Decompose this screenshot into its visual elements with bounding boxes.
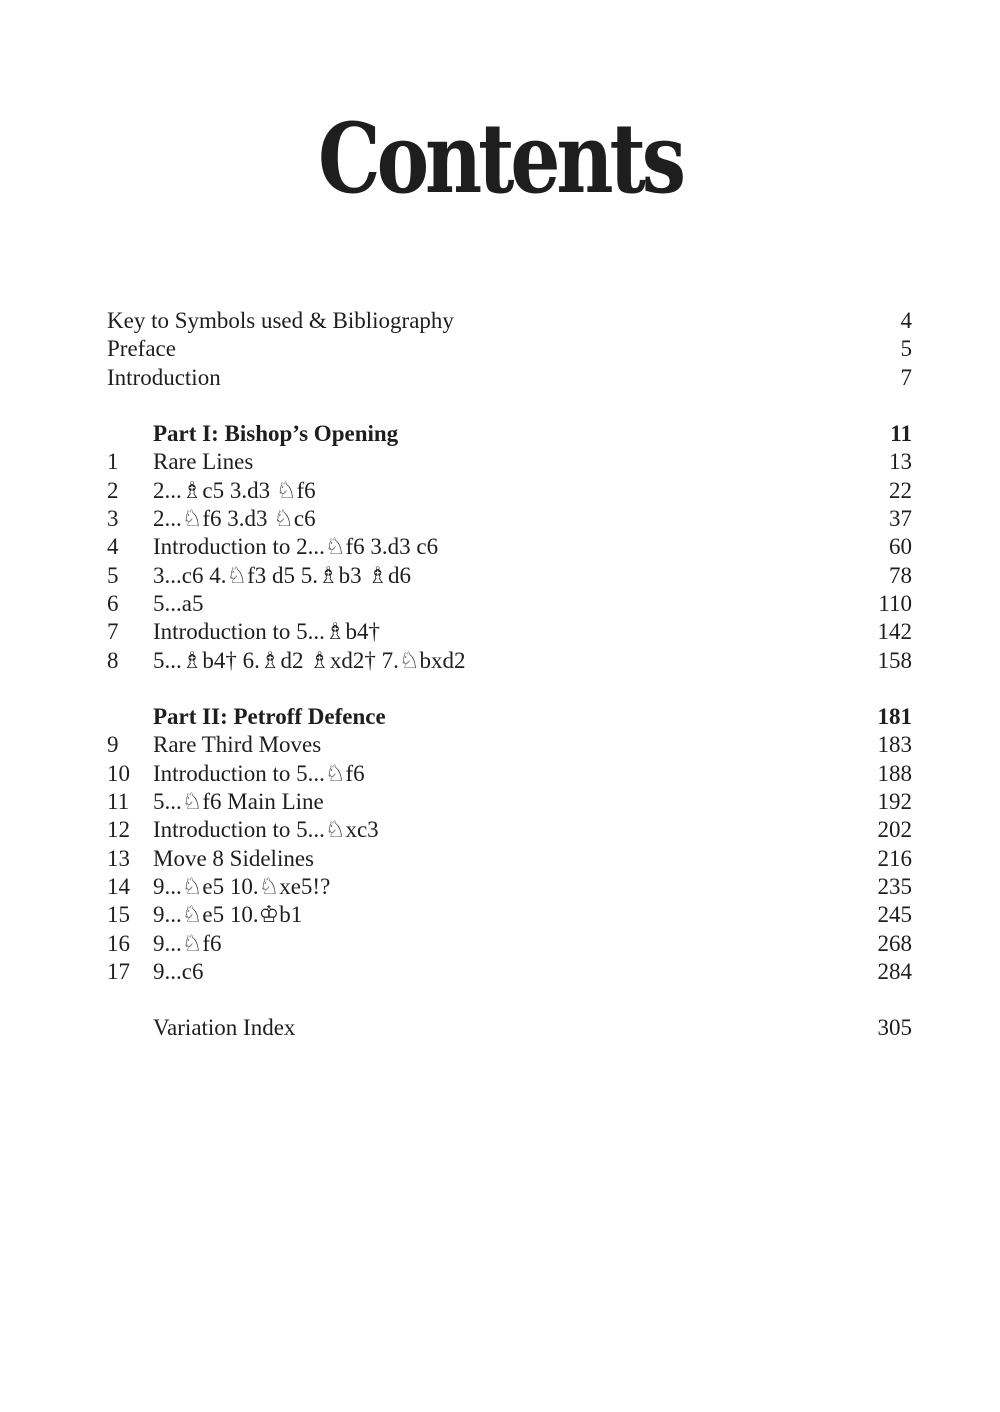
chapter-number: 11: [107, 789, 130, 815]
entry-title: Rare Lines: [153, 449, 254, 475]
page-number: 37: [889, 506, 912, 532]
entry-title: Rare Third Moves: [153, 732, 322, 758]
toc-entry: [107, 307, 912, 335]
section-gap: [107, 392, 912, 420]
part-one-chapters: [107, 448, 912, 674]
page-number: 22: [889, 477, 912, 503]
page-number: 158: [877, 647, 912, 673]
entry-title: Introduction to 5...♘xc3: [153, 817, 379, 843]
chapter-number: 1: [107, 449, 119, 475]
part-title: Part I: Bishop’s Opening: [153, 421, 399, 447]
entry-title: 9...♘f6: [153, 930, 222, 956]
part-title: Part II: Petroff Defence: [153, 704, 386, 730]
page-number: 110: [878, 590, 912, 616]
chapter-number: 9: [107, 732, 119, 758]
chapter-entry: [107, 448, 912, 476]
page-number: 268: [877, 930, 912, 956]
chapter-number: 3: [107, 506, 119, 532]
page-number: 78: [889, 562, 912, 588]
page-number: 216: [877, 845, 912, 871]
part-page-number: 11: [890, 421, 912, 447]
section-gap: [107, 675, 912, 703]
entry-title: 5...♘f6 Main Line: [153, 789, 324, 815]
entry-title: Move 8 Sidelines: [153, 845, 314, 871]
toc-entry: [107, 335, 912, 363]
entry-title: Preface: [107, 336, 176, 362]
chapter-entry: [107, 533, 912, 561]
page-number: 202: [877, 817, 912, 843]
chapter-number: 15: [107, 902, 130, 928]
page-number: 245: [877, 902, 912, 928]
entry-title: Introduction: [107, 364, 221, 390]
page-number: 142: [877, 619, 912, 645]
entry-title: 9...♘e5 10.♔b1: [153, 902, 303, 928]
chapter-number: 10: [107, 760, 130, 786]
part-heading: [107, 703, 912, 731]
chapter-entry: [107, 505, 912, 533]
entry-title: Introduction to 2...♘f6 3.d3 c6: [153, 534, 439, 560]
chapter-entry: [107, 930, 912, 958]
entry-title: Key to Symbols used & Bibliography: [107, 308, 454, 333]
entry-title: Introduction to 5...♗b4†: [153, 619, 380, 645]
page-number: 5: [900, 336, 912, 362]
entry-title: Variation Index: [153, 1015, 296, 1041]
front-matter: [107, 307, 912, 392]
entry-title: 2...♘f6 3.d3 ♘c6: [153, 506, 316, 532]
chapter-entry: [107, 731, 912, 759]
chapter-number: 16: [107, 930, 130, 956]
chapter-number: 4: [107, 534, 119, 560]
chapter-entry: [107, 816, 912, 844]
back-matter: [107, 1014, 912, 1042]
toc-entry: [107, 1014, 912, 1042]
chapter-entry: [107, 562, 912, 590]
part-page-number: 181: [877, 704, 912, 730]
page-number: 13: [889, 449, 912, 475]
chapter-entry: [107, 901, 912, 929]
chapter-number: 13: [107, 845, 130, 871]
chapter-entry: [107, 477, 912, 505]
chapter-entry: [107, 647, 912, 675]
chapter-entry: [107, 845, 912, 873]
entry-title: 9...c6: [153, 958, 204, 984]
page-number: 60: [889, 534, 912, 560]
entry-title: Introduction to 5...♘f6: [153, 760, 365, 786]
page-number: 284: [877, 958, 912, 984]
chapter-entry: [107, 873, 912, 901]
page-number: 192: [877, 789, 912, 815]
chapter-entry: [107, 958, 912, 986]
chapter-number: 14: [107, 873, 130, 899]
entry-title: 9...♘e5 10.♘xe5!?: [153, 873, 331, 899]
chapter-number: 12: [107, 817, 130, 843]
entry-title: 5...a5: [153, 590, 204, 616]
chapter-entry: [107, 760, 912, 788]
entry-title: 3...c6 4.♘f3 d5 5.♗b3 ♗d6: [153, 562, 411, 588]
entry-title: 2...♗c5 3.d3 ♘f6: [153, 477, 316, 503]
chapter-number: 5: [107, 562, 119, 588]
part-heading: [107, 420, 912, 448]
entry-title: 5...♗b4† 6.♗d2 ♗xd2† 7.♘bxd2: [153, 647, 466, 673]
chapter-entry: [107, 788, 912, 816]
chapter-number: 17: [107, 958, 130, 984]
toc-entry: [107, 364, 912, 392]
page-number: 4: [900, 308, 912, 333]
page-number: 188: [877, 760, 912, 786]
chapter-number: 8: [107, 647, 119, 673]
chapter-number: 7: [107, 619, 119, 645]
table-of-contents: [107, 307, 912, 1043]
page-title: Contents: [318, 102, 682, 215]
chapter-number: 6: [107, 590, 119, 616]
page-number: 235: [877, 873, 912, 899]
chapter-number: 2: [107, 477, 119, 503]
chapter-entry: [107, 590, 912, 618]
page-number: 305: [877, 1015, 912, 1041]
page-number: 7: [900, 364, 912, 390]
part-two-chapters: [107, 731, 912, 986]
page-number: 183: [877, 732, 912, 758]
chapter-entry: [107, 618, 912, 646]
section-gap: [107, 986, 912, 1014]
